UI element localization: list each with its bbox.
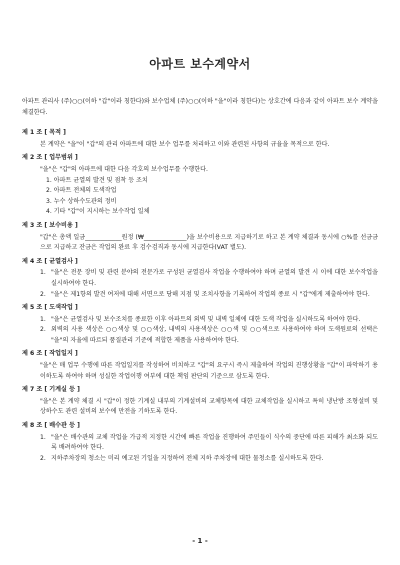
article-paragraph: "을"은 "갑"의 아파트에 대한 다음 각호의 보수업무를 수행한다. bbox=[40, 165, 208, 173]
document-title: 아파트 보수계약서 bbox=[149, 57, 251, 71]
clause-number: 1. bbox=[40, 269, 46, 277]
intro-paragraph: 아파트 관리사 (주)○○(이하 "갑"이라 칭한다)와 보수업체 (주)○○(이하 "을"이라 칭한다)는 상호간에 다음과 같이 아파트 보수 계약을 체결한다. bbox=[22, 98, 378, 116]
list-item: 3. 누수 상하수도관의 정비 bbox=[46, 197, 117, 205]
numbered-clause bbox=[40, 454, 378, 465]
numbered-clause bbox=[40, 268, 378, 289]
article-2 bbox=[22, 153, 378, 218]
clause-text: "을"은 균열검사 및 보수조치를 종료한 이후 아파트의 외벽 및 내벽 일체에 대한 도색 작업을 실시하도록 하여야 한다. bbox=[51, 315, 361, 323]
article-5 bbox=[22, 303, 378, 346]
article-heading: 제 4 조 [ 균열검사 ] bbox=[22, 257, 78, 265]
page-number: - 1 - bbox=[192, 537, 208, 545]
article-paragraph: "을"은 본 계약 체결 시 "갑"이 정한 기계실 내부의 기계설비의 교체항목에 대한 교체작업을 실시하고 특히 냉난방 조형설비 및 상하수도 관련 설비의 보수에 만전을 기하도록 한다. bbox=[40, 397, 378, 416]
article-heading: 제 6 조 [ 작업일지 ] bbox=[22, 350, 78, 358]
clause-text: "을"은 전문 장비 및 관련 분야의 전문가로 구성된 균열검사 작업을 수행하여야 하며 균열의 발견 시 이에 대한 보수작업을 실시하여야 한다. bbox=[51, 269, 378, 287]
article-heading: 제 5 조 [ 도색작업 ] bbox=[22, 304, 78, 312]
list-item: 1. 아파트 균열의 발견 및 점착 등 조치 bbox=[46, 176, 148, 184]
article-6 bbox=[22, 349, 378, 382]
article-heading: 제 1 조 [ 목적 ] bbox=[22, 129, 66, 137]
numbered-clause bbox=[40, 433, 378, 454]
clause-number: 2. bbox=[40, 326, 46, 334]
clause-text: 지하주차장의 청소는 미리 예고된 기일을 지정하여 전체 지하 주차장에 대한 물청소를 실시하도록 한다. bbox=[51, 454, 324, 462]
article-8 bbox=[22, 421, 378, 464]
clause-number: 1. bbox=[40, 433, 46, 441]
clause-number: 2. bbox=[40, 290, 46, 298]
numbered-clause bbox=[40, 325, 378, 346]
article-heading: 제 8 조 [ 배수관 등 ] bbox=[22, 422, 80, 430]
article-heading: 제 7 조 [ 기계실 등 ] bbox=[22, 386, 80, 394]
article-heading: 제 3 조 [ 보수비용 ] bbox=[22, 221, 78, 229]
article-7 bbox=[22, 385, 378, 418]
article-paragraph: "갑"은 총액 일금____________원정 (₩______________)을 보수비용으로 지급하기로 하고 본 계약 체결과 동시에 ○%를 선금금으로 지급하고 잔금은 작업의 완료 후 검수검직과 동시에 지급한다(VAT 별도). bbox=[40, 233, 378, 252]
numbered-clause bbox=[40, 315, 378, 326]
article-heading: 제 2 조 [ 업무범위 ] bbox=[22, 154, 78, 162]
clause-text: "을"은 제1항의 발견 여저에 대해 서면으로 당해 지점 및 조치사항을 기록하여 작업의 종료 시 "갑"에게 제출하여야 한다. bbox=[51, 290, 370, 298]
numbered-clause bbox=[40, 290, 378, 301]
article-paragraph: 본 계약은 "을"이 "갑"의 관리 아파트에 대한 보수 업무를 처리하고 이와 관련된 사항의 규율을 목적으로 한다. bbox=[40, 140, 330, 148]
article-1 bbox=[22, 128, 378, 150]
clause-text: 외벽의 사용 색상은 ○○색상 및 ○○색상, 내벽의 사용색상은 ○○색 및 ○○색으로 사용하여야 하며 도색원료의 선택은 "을"의 자율에 따르되 품질관리 기준에 적합한 제품을 사용하여야 한다. bbox=[51, 326, 378, 344]
list-item: 4. 기타 "갑"이 지시하는 보수작업 일체 bbox=[46, 208, 150, 216]
article-4 bbox=[22, 257, 378, 300]
clause-text: "을"은 배수관의 교체 작업을 가급적 지정한 시간에 빠른 작업을 진행하여 주민들이 식수의 중단에 따른 피해가 최소화 되도록 배려하여야 한다. bbox=[51, 433, 378, 452]
clause-number: 1. bbox=[40, 315, 46, 323]
clause-number: 2. bbox=[40, 454, 46, 462]
article-3 bbox=[22, 221, 378, 254]
list-item: 2. 아파트 전체의 도색작업 bbox=[46, 187, 117, 195]
document-body bbox=[22, 97, 378, 466]
article-paragraph: "을"은 매 업무 수행에 따른 작업일지를 작성하여 비치하고 "갑"의 요구시 즉시 제출하여 작업의 진행상황을 "갑"이 파악하기 용이하도록 하여야 하며 성실한 작업이행 여부에 대한 책임 판단의 기준으로 삼도록 한다. bbox=[40, 362, 378, 380]
